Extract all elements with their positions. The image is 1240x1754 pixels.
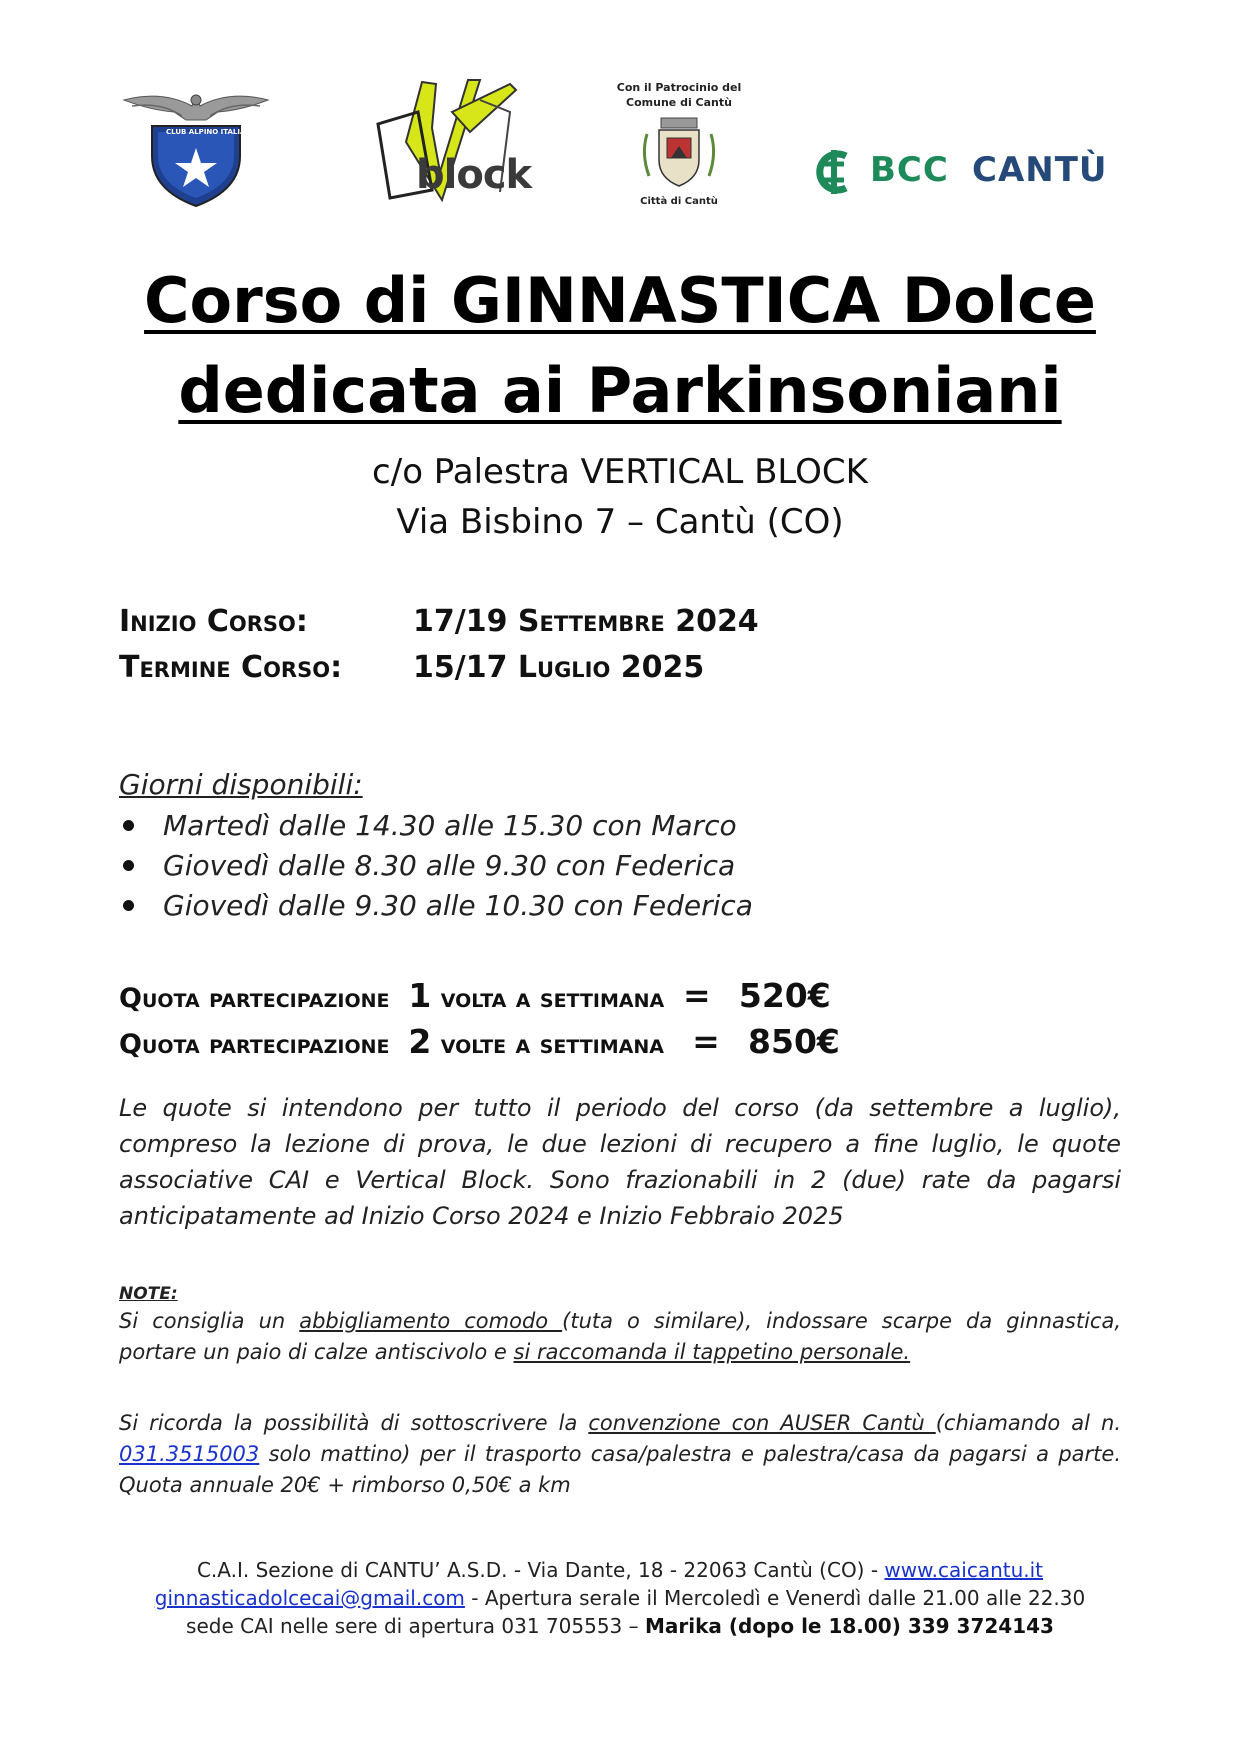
auser-text-3: solo mattino) per il trasporto casa/palestra e palestra/casa da pagarsi a parte. Quota annuale 20€ + rimborso 0,50€ a km: [119, 1442, 1121, 1497]
page-title-line1: Corso di GINNASTICA Dolce: [144, 264, 1096, 337]
bcc-label: BCC: [870, 150, 949, 190]
footer-line2: [0, 1586, 1240, 1610]
patrocinio-logo: [600, 80, 758, 216]
auser-paragraph: [119, 1408, 1121, 1501]
day-slot-text: Giovedì dalle 8.30 alle 9.30 con Federica: [163, 849, 736, 882]
start-date-label: Inizio Corso:: [119, 604, 308, 639]
quota-frequency-text: volte a settimana: [440, 1029, 664, 1060]
quota-price: 850€: [748, 1022, 840, 1061]
quota-explanation-paragraph: Le quote si intendono per tutto il periodo del corso (da settembre a luglio), compreso la lezione di prova, le due lezioni di recupero a fine luglio, le quote associative CAI e Vertical Block. Sono frazionabili in 2 (due) rate da pagarsi anticipatamente ad Inizio Corso 2024 e Inizio Febbraio 2025: [119, 1094, 1121, 1230]
quota-price: 520€: [738, 976, 831, 1015]
cai-emblem-text: CLUB ALPINO ITALIANO: [166, 128, 258, 136]
footer-contact-bold: Marika (dopo le 18.00) 339 3724143: [644, 1614, 1054, 1638]
quota-equals: =: [683, 976, 711, 1015]
footer-opening-hours: - Apertura serale il Mercoledì e Venerdì dalle 21.00 alle 22.30: [464, 1586, 1086, 1610]
bcc-symbol-icon: [806, 144, 862, 200]
footer-line1: [0, 1558, 1240, 1582]
end-date-label: Termine Corso:: [119, 650, 343, 685]
patrocinio-city: Città di Cantù: [640, 196, 718, 207]
quota-row-once-weekly: [119, 976, 831, 1015]
venue-name: c/o Palestra VERTICAL BLOCK: [372, 452, 868, 492]
quota-frequency-text: volta a settimana: [440, 983, 665, 1014]
quota-row-twice-weekly: [119, 1022, 840, 1061]
note-text-1: Si consiglia un: [119, 1309, 300, 1333]
note-heading: NOTE:: [119, 1284, 178, 1304]
website-link[interactable]: www.caicantu.it: [884, 1558, 1044, 1582]
footer-line3: [0, 1614, 1240, 1638]
note-clothing-underlined: abbigliamento comodo: [299, 1309, 563, 1333]
auser-text-1: Si ricorda la possibilità di sottoscrivere la: [119, 1411, 589, 1435]
auser-convention-underlined: convenzione con AUSER Cantù: [588, 1411, 936, 1435]
day-slot-text: Giovedì dalle 9.30 alle 10.30 con Federica: [163, 889, 753, 922]
vertical-block-logo: [360, 72, 530, 208]
note-text-2: (tuta o similare), indossare scarpe da ginnastica, portare un paio di calze antiscivolo e: [119, 1309, 1122, 1364]
bullet-icon: [123, 820, 134, 831]
note-mat-underlined: si raccomanda il tappetino personale.: [513, 1340, 911, 1364]
available-days-heading: Giorni disponibili:: [119, 768, 363, 801]
quota-label: Quota partecipazione: [119, 1029, 390, 1060]
cantu-coat-of-arms-icon: [639, 114, 719, 190]
available-days-list: [119, 806, 753, 926]
cai-eagle-emblem-icon: [122, 86, 270, 210]
note-paragraph: [119, 1306, 1121, 1368]
auser-phone-link[interactable]: 031.3515003: [119, 1442, 260, 1466]
venue-address: Via Bisbino 7 – Cantù (CO): [396, 502, 844, 542]
list-item: [119, 846, 753, 886]
email-link[interactable]: ginnasticadolcecai@gmail.com: [154, 1586, 465, 1610]
bcc-cantu-logo: [806, 142, 1106, 202]
end-date-value: 15/17 Luglio 2025: [413, 650, 705, 685]
page-title-line2: dedicata ai Parkinsoniani: [178, 354, 1062, 427]
bullet-icon: [123, 860, 134, 871]
start-date-value: 17/19 Settembre 2024: [413, 604, 759, 639]
auser-text-2: (chiamando al n.: [935, 1411, 1122, 1435]
quota-equals: =: [692, 1022, 720, 1061]
footer-phone-text: sede CAI nelle sere di apertura 031 705553 –: [186, 1614, 645, 1638]
quota-frequency-number: 2: [408, 1022, 432, 1061]
quota-frequency-number: 1: [408, 976, 432, 1015]
quota-label: Quota partecipazione: [119, 983, 390, 1014]
bcc-city-label: CANTÙ: [972, 150, 1108, 190]
list-item: [119, 806, 753, 846]
footer-address-text: C.A.I. Sezione di CANTU’ A.S.D. - Via Dante, 18 - 22063 Cantù (CO) -: [196, 1558, 885, 1582]
patrocinio-line1: Con il Patrocinio del: [616, 81, 742, 94]
list-item: [119, 886, 753, 926]
cai-logo: [122, 86, 270, 210]
patrocinio-line2: Comune di Cantù: [626, 96, 732, 109]
bullet-icon: [123, 900, 134, 911]
day-slot-text: Martedì dalle 14.30 alle 15.30 con Marco: [163, 809, 737, 842]
vertical-block-text: block: [416, 152, 532, 198]
